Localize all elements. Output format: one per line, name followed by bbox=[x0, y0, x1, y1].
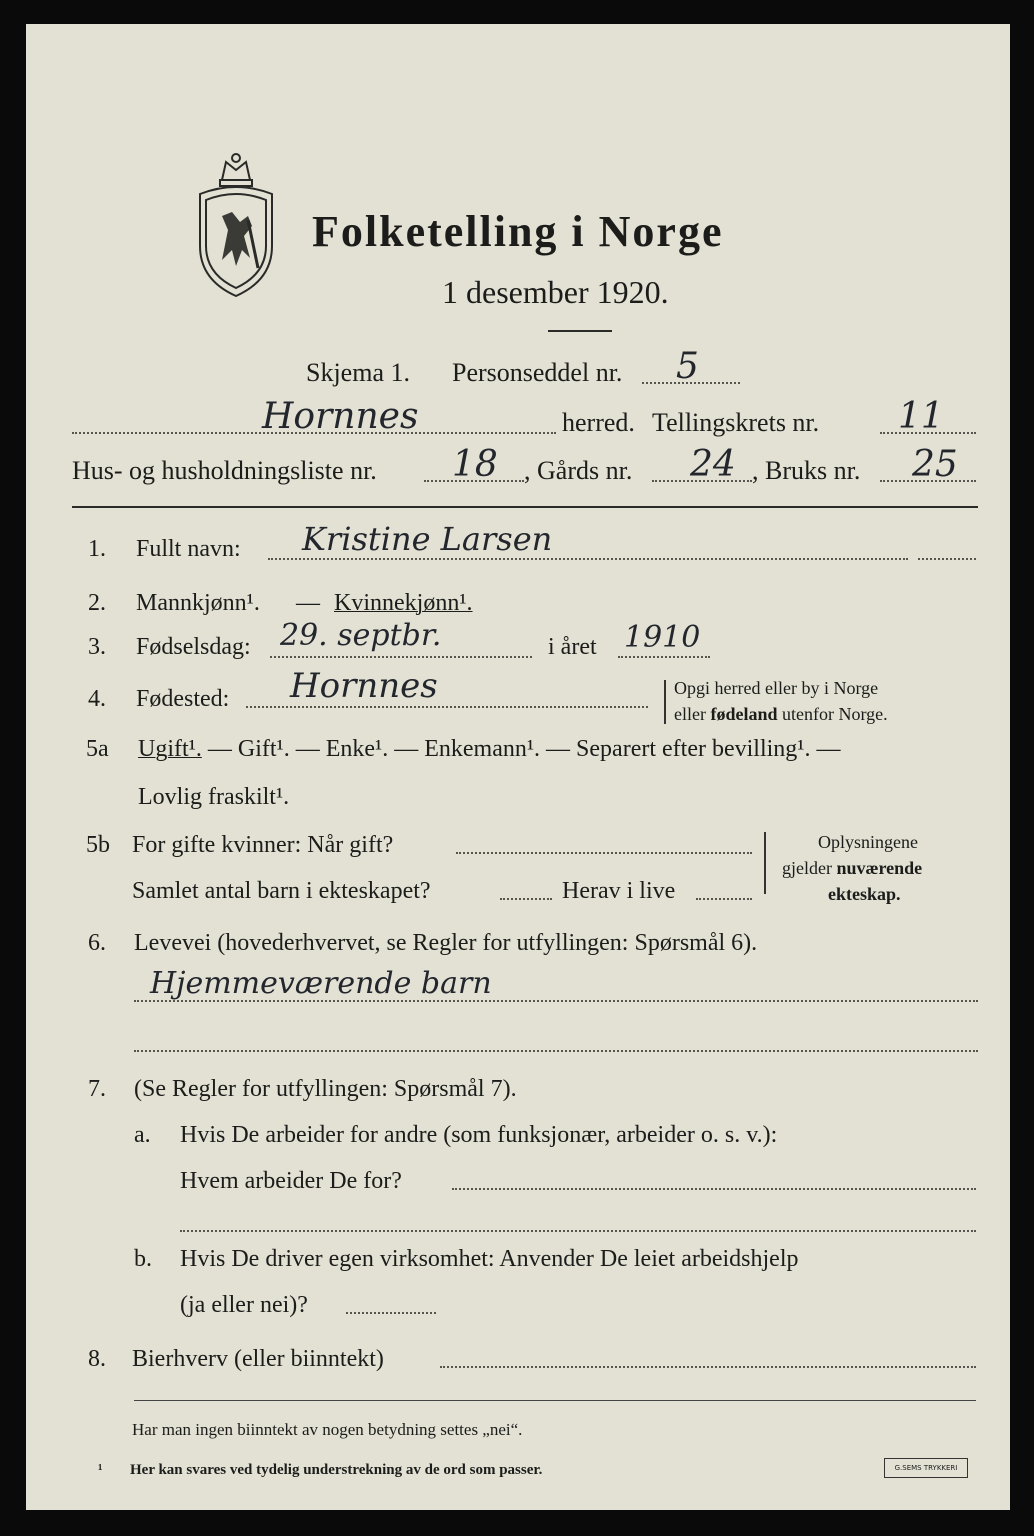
q6-label: Levevei (hovederhvervet, se Regler for utfyllingen: Spørsmål 6). bbox=[134, 930, 758, 956]
section-divider bbox=[72, 506, 978, 508]
q5b-note-3: ekteskap. bbox=[828, 884, 901, 904]
q5a-number: 5a bbox=[86, 736, 109, 762]
gender-male[interactable]: Mannkjønn¹. bbox=[136, 590, 260, 616]
husliste-label: Hus- og husholdningsliste nr. bbox=[72, 456, 377, 485]
q3-label: Fødselsdag: bbox=[136, 634, 251, 660]
herred-label: herred. bbox=[562, 408, 635, 437]
schema-label: Skjema 1. bbox=[306, 358, 410, 387]
bruks-label: , Bruks nr. bbox=[752, 456, 861, 485]
q7a-label: Hvis De arbeider for andre (som funksjonær, arbeider o. s. v.): bbox=[180, 1122, 778, 1148]
marital-status-options bbox=[138, 736, 840, 763]
birthplace-value[interactable]: Hornnes bbox=[290, 666, 438, 706]
marital-fraskilt[interactable]: Lovlig fraskilt¹. bbox=[138, 784, 290, 810]
personseddel-value[interactable]: 5 bbox=[676, 346, 699, 387]
gards-label: , Gårds nr. bbox=[524, 456, 633, 485]
q7-number: 7. bbox=[88, 1076, 106, 1102]
coat-of-arms-icon bbox=[192, 150, 280, 300]
birthdate-value[interactable]: 29. septbr. bbox=[280, 618, 442, 653]
q5b-children-total: Samlet antal barn i ekteskapet? bbox=[132, 878, 431, 904]
q1-label: Fullt navn: bbox=[136, 536, 241, 562]
birthyear-value[interactable]: 1910 bbox=[624, 620, 701, 655]
gender-separator: — bbox=[296, 590, 320, 616]
q7b-label: Hvis De driver egen virksomhet: Anvender De leiet arbeidshjelp bbox=[180, 1246, 799, 1272]
q4-label: Fødested: bbox=[136, 686, 230, 712]
tellingskrets-label: Tellingskrets nr. bbox=[652, 408, 820, 437]
gender-female-selected[interactable]: Kvinnekjønn¹. bbox=[334, 590, 473, 616]
q7b-number: b. bbox=[134, 1246, 152, 1272]
bruks-value[interactable]: 25 bbox=[912, 444, 958, 485]
q7b-yesno-label: (ja eller nei)? bbox=[180, 1292, 308, 1318]
q5b-number: 5b bbox=[86, 832, 110, 858]
q5b-children-alive: Herav i live bbox=[562, 878, 676, 904]
occupation-value[interactable]: Hjemmeværende barn bbox=[150, 966, 492, 1001]
q5b-when-married: For gifte kvinner: Når gift? bbox=[132, 832, 394, 858]
q7a-employer-label: Hvem arbeider De for? bbox=[180, 1168, 402, 1194]
tellingskrets-value[interactable]: 11 bbox=[898, 396, 944, 437]
q7a-number: a. bbox=[134, 1122, 151, 1148]
marital-ugift-selected[interactable]: Ugift¹. bbox=[138, 736, 202, 762]
employer-field[interactable] bbox=[452, 1188, 976, 1190]
q1-number: 1. bbox=[88, 536, 106, 562]
q8-number: 8. bbox=[88, 1346, 106, 1372]
birthplace-note-1: Opgi herred eller by i Norge bbox=[674, 678, 879, 698]
q2-number: 2. bbox=[88, 590, 106, 616]
marital-other-options[interactable]: — Gift¹. — Enke¹. — Enkemann¹. — Separert efter bevilling¹. — bbox=[201, 736, 841, 762]
footnote-marker: ¹ bbox=[98, 1462, 103, 1478]
title-divider bbox=[548, 330, 612, 332]
q3-number: 3. bbox=[88, 634, 106, 660]
q5b-note-1: Oplysningene bbox=[818, 832, 918, 852]
q6-number: 6. bbox=[88, 930, 106, 956]
q7-label: (Se Regler for utfyllingen: Spørsmål 7). bbox=[134, 1076, 517, 1102]
husliste-value[interactable]: 18 bbox=[452, 444, 498, 485]
hired-help-field[interactable] bbox=[346, 1312, 436, 1314]
q8-label: Bierhverv (eller biinntekt) bbox=[132, 1346, 384, 1372]
footer-note: Har man ingen biinntekt av nogen betydning settes „nei“. bbox=[132, 1420, 523, 1439]
herred-value[interactable]: Hornnes bbox=[262, 396, 419, 437]
personseddel-label: Personseddel nr. bbox=[452, 358, 623, 387]
full-name-value[interactable]: Kristine Larsen bbox=[302, 520, 553, 558]
q4-number: 4. bbox=[88, 686, 106, 712]
footnote-text: Her kan svares ved tydelig understrekning av de ord som passer. bbox=[130, 1462, 543, 1478]
census-date: 1 desember 1920. bbox=[442, 274, 669, 310]
q5b-note-2: gjelder nuværende bbox=[782, 858, 923, 878]
form-title: Folketelling i Norge bbox=[312, 207, 724, 256]
year-label: i året bbox=[548, 634, 597, 660]
side-income-field[interactable] bbox=[440, 1366, 976, 1368]
gards-value[interactable]: 24 bbox=[690, 444, 736, 485]
birthplace-note-2: eller fødeland utenfor Norge. bbox=[674, 704, 888, 724]
printer-stamp: G.SEMS TRYKKERI bbox=[884, 1458, 968, 1478]
